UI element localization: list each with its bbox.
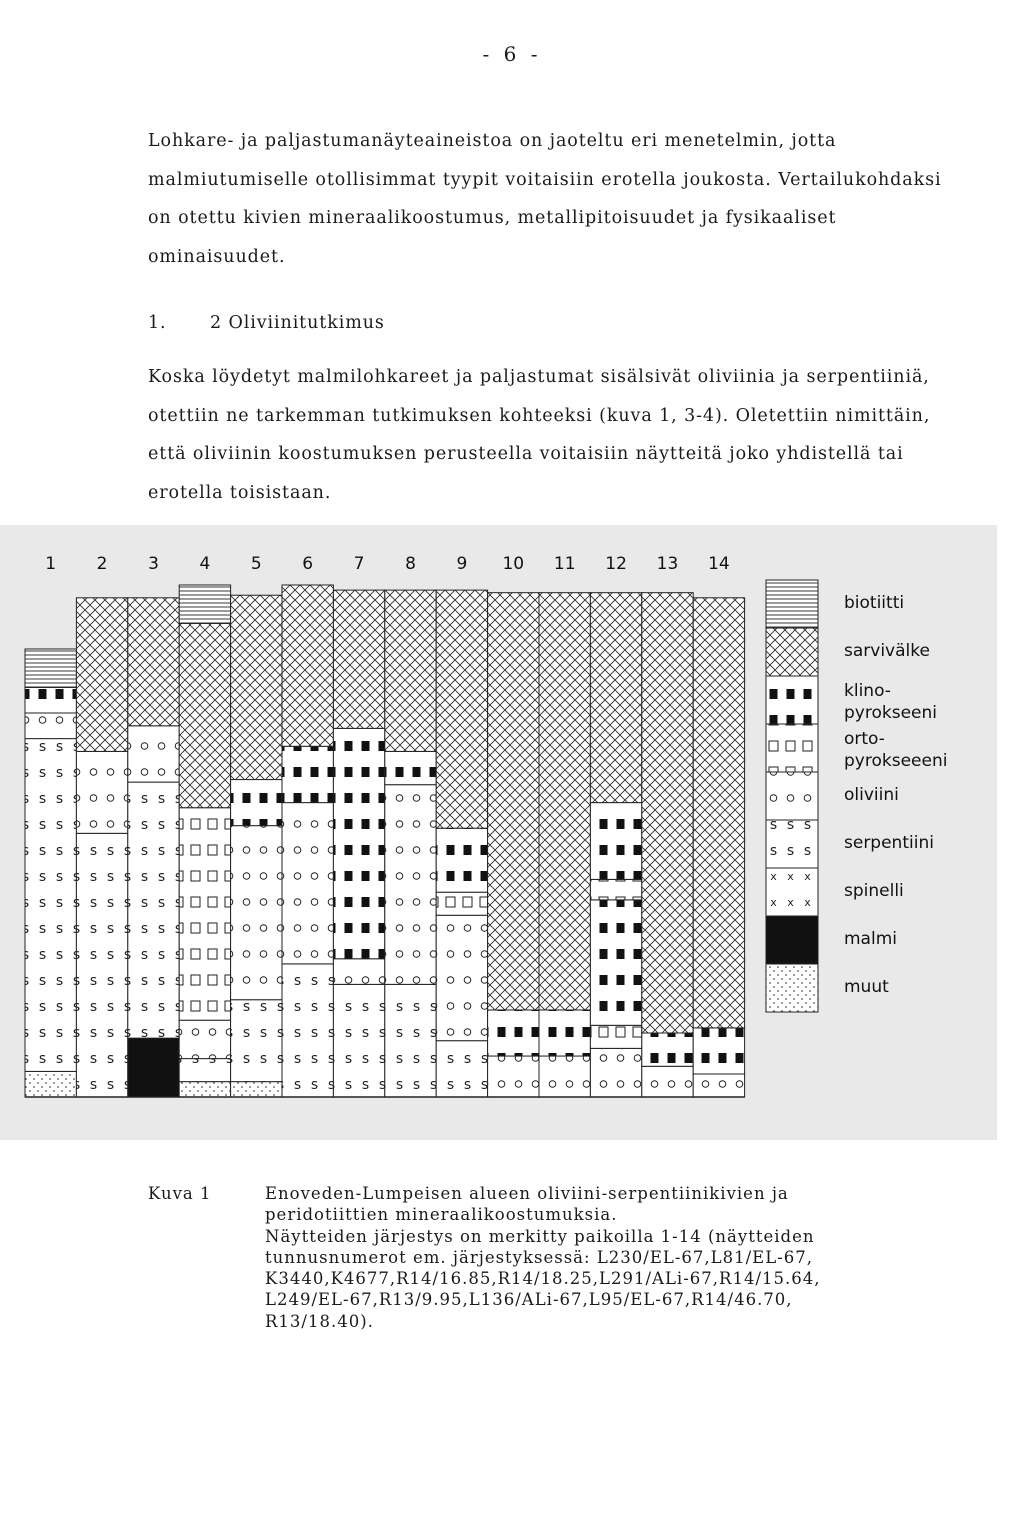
layer-blk — [642, 1033, 693, 1066]
section-title: 2 Oliviinitutkimus — [210, 313, 385, 333]
column-number: 5 — [250, 554, 262, 574]
layer-box — [590, 879, 641, 899]
layer-s — [436, 1041, 487, 1097]
column-number: 4 — [199, 554, 211, 574]
column-number: 6 — [302, 554, 314, 574]
layer-cross — [333, 590, 384, 728]
layer-blk — [333, 728, 384, 958]
caption-line: tunnusnumerot em. järjestyksessä: L230/EL-67,L81/EL-67, — [265, 1247, 813, 1267]
page-number: - 6 - — [482, 42, 542, 66]
mineral-composition-figure — [0, 525, 997, 1140]
layer-blk — [436, 828, 487, 892]
layer-blk — [385, 751, 436, 784]
layer-blk — [693, 1028, 744, 1074]
column-number: 14 — [708, 554, 730, 574]
layer-cross — [179, 623, 230, 807]
layer-dot — [25, 1071, 76, 1097]
caption-line: Enoveden-Lumpeisen alueen oliviini-serpentiinikivien ja — [265, 1184, 789, 1203]
layer-blk — [231, 780, 282, 826]
layer-o — [333, 959, 384, 985]
legend-swatch-other — [766, 964, 818, 1012]
layer-s — [231, 1000, 282, 1082]
legend-swatch-amphibole — [766, 628, 818, 676]
layer-s — [282, 964, 333, 1097]
legend-swatch-orthopyroxene — [766, 724, 818, 772]
legend-label-clinopyroxene: klino-pyrokseeni — [844, 681, 937, 723]
layer-o — [282, 803, 333, 964]
layer-dot — [179, 1082, 230, 1097]
layer-o — [436, 915, 487, 1040]
layer-lines — [179, 585, 230, 623]
layer-blk — [282, 746, 333, 802]
layer-box — [179, 808, 230, 1020]
column-number: 7 — [353, 554, 365, 574]
caption-line: R13/18.40). — [265, 1311, 374, 1331]
layer-blk — [590, 900, 641, 1025]
layer-o — [590, 1048, 641, 1097]
column-number: 11 — [553, 554, 576, 574]
legend-label-amphibole: sarvivälke — [844, 641, 930, 661]
column-number: 12 — [605, 554, 627, 574]
legend-swatch-ore — [766, 916, 818, 964]
layer-blk — [539, 1010, 590, 1056]
layer-o — [25, 713, 76, 739]
legend-label-biotite: biotiitti — [844, 593, 905, 613]
layer-blk — [488, 1010, 539, 1056]
layer-cross — [488, 593, 539, 1010]
layer-s — [128, 782, 179, 1038]
layer-solid — [128, 1038, 179, 1097]
legend-label-orthopyroxene: orto-pyrokseeeni — [844, 729, 948, 771]
legend-swatch-clinopyroxene — [766, 676, 818, 724]
layer-o — [693, 1074, 744, 1097]
layer-s — [385, 984, 436, 1097]
section-heading — [148, 313, 385, 333]
legend-swatch-spinel — [766, 868, 818, 916]
section-number: 1. — [148, 313, 167, 333]
layer-s — [76, 833, 127, 1097]
legend — [766, 580, 947, 1012]
figure-caption-label: Kuva 1 — [148, 1184, 212, 1203]
legend-swatch-olivine — [766, 772, 818, 820]
layer-cross — [436, 590, 487, 828]
layer-cross — [282, 585, 333, 746]
layer-cross — [693, 598, 744, 1028]
column-number: 9 — [456, 554, 468, 574]
layer-cross — [590, 593, 641, 803]
column-stack-group — [25, 585, 745, 1097]
layer-o — [179, 1020, 230, 1058]
paragraph-intro: Lohkare- ja paljastumanäyteaineistoa on jaoteltu eri menetelmin, jotta malmiutumiselle otollisimmat tyypit voitaisiin erotella joukosta. Vertailukohdaksi on otettu kivien mineraalikoostumus, metallipitoisuudet ja fysikaaliset ominaisuudet. — [148, 131, 942, 267]
layer-cross — [231, 595, 282, 779]
layer-o — [642, 1066, 693, 1097]
layer-s — [333, 984, 384, 1097]
caption-line: peridotiittien mineraalikoostumuksia. — [265, 1205, 618, 1225]
layer-o — [539, 1056, 590, 1097]
caption-line: K3440,K4677,R14/16.85,R14/18.25,L291/ALi-67,R14/15.64, — [265, 1269, 821, 1289]
legend-swatch-biotite — [766, 580, 818, 628]
layer-o — [76, 751, 127, 833]
layer-cross — [128, 598, 179, 726]
layer-o — [128, 726, 179, 782]
caption-line: L249/EL-67,R13/9.95,L136/ALi-67,L95/EL-67,R14/46.70, — [265, 1290, 793, 1310]
legend-label-spinel: spinelli — [844, 881, 904, 901]
legend-label-serpentine: serpentiini — [844, 833, 934, 853]
layer-dot — [231, 1082, 282, 1097]
column-number: 2 — [96, 554, 108, 574]
column-number: 10 — [502, 554, 525, 574]
layer-box — [436, 892, 487, 915]
layer-lines — [25, 649, 76, 687]
layer-s — [179, 1059, 230, 1082]
layer-cross — [385, 590, 436, 751]
legend-label-olivine: oliviini — [844, 785, 899, 805]
layer-o — [488, 1056, 539, 1097]
column-number-group — [45, 554, 729, 574]
layer-o — [385, 785, 436, 985]
column-number: 8 — [405, 554, 416, 574]
caption-line: Näytteiden järjestys on merkitty paikoilla 1-14 (näytteiden — [265, 1226, 815, 1246]
layer-box — [590, 1025, 641, 1048]
layer-cross — [642, 593, 693, 1033]
legend-swatch-serpentine — [766, 820, 818, 868]
column-number: 1 — [45, 554, 57, 574]
layer-blk — [590, 803, 641, 880]
paragraph-olivine: Koska löydetyt malmilohkareet ja paljastumat sisälsivät oliviinia ja serpentiiniä, otettiin ne tarkemman tutkimuksen kohteeksi (kuva 1, 3-4). Oletettiin nimittäin, että oliviinin koostumuksen perusteella voitaisiin näytteitä joko yhdistellä tai erotella toisistaan. — [148, 367, 931, 503]
layer-blk — [25, 687, 76, 713]
layer-o — [231, 826, 282, 1000]
figure-caption-text — [265, 1183, 965, 1332]
column-number: 13 — [656, 554, 679, 574]
layer-cross — [76, 598, 127, 752]
column-number: 3 — [148, 554, 159, 574]
layer-s — [25, 739, 76, 1072]
legend-label-ore: malmi — [844, 929, 897, 949]
layer-cross — [539, 593, 590, 1010]
legend-label-other: muut — [844, 977, 889, 997]
